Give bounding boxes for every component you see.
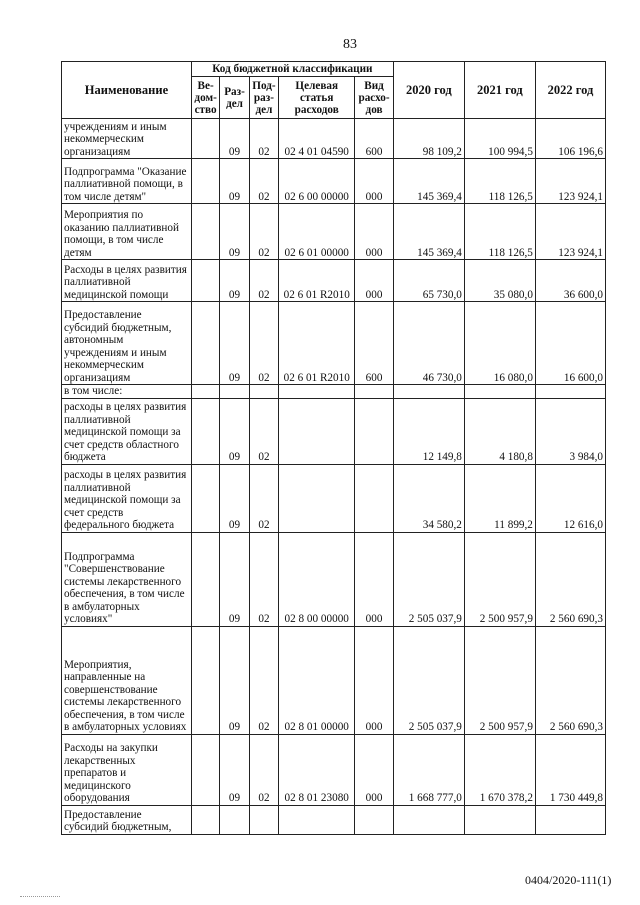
row-amount-2022 <box>535 385 605 399</box>
row-ved <box>191 464 219 532</box>
row-expense-type: 600 <box>355 302 394 385</box>
row-name: расходы в целях развития паллиативной медицинской помощи за счет средств федерального бюджета <box>62 464 192 532</box>
table-row <box>62 385 606 399</box>
row-amount-2021: 16 080,0 <box>464 302 535 385</box>
row-expense-type: 000 <box>355 734 394 805</box>
row-expense-type: 000 <box>355 532 394 626</box>
row-amount-2020: 34 580,2 <box>393 464 464 532</box>
row-name: Предоставление субсидий бюджетным, <box>62 805 192 834</box>
row-ved <box>191 385 219 399</box>
row-target-article: 02 8 00 00000 <box>279 532 355 626</box>
row-target-article <box>279 805 355 834</box>
row-name: учреждениям и иным некоммерческим организациям <box>62 119 192 159</box>
row-name: в том числе: <box>62 385 192 399</box>
table-row <box>62 532 606 626</box>
header-2020: 2020 год <box>393 62 464 119</box>
row-amount-2022: 123 924,1 <box>535 159 605 204</box>
row-amount-2021 <box>464 385 535 399</box>
row-ved <box>191 302 219 385</box>
row-amount-2022: 3 984,0 <box>535 398 605 464</box>
row-podrazdel: 02 <box>249 119 278 159</box>
table-row <box>62 398 606 464</box>
header-razdel: Раз- дел <box>220 77 249 119</box>
row-amount-2020: 2 505 037,9 <box>393 532 464 626</box>
row-expense-type <box>355 805 394 834</box>
row-razdel: 09 <box>220 204 249 260</box>
document-code: 0404/2020-111(1) <box>525 873 612 887</box>
row-amount-2020: 65 730,0 <box>393 260 464 302</box>
table-row <box>62 260 606 302</box>
margin-mark <box>20 896 60 898</box>
row-razdel: 09 <box>220 159 249 204</box>
row-amount-2021: 118 126,5 <box>464 159 535 204</box>
row-target-article: 02 4 01 04590 <box>279 119 355 159</box>
row-razdel: 09 <box>220 302 249 385</box>
row-amount-2020: 1 668 777,0 <box>393 734 464 805</box>
row-name: Расходы на закупки лекарственных препаратов и медицинского оборудования <box>62 734 192 805</box>
table-row <box>62 159 606 204</box>
row-amount-2021: 4 180,8 <box>464 398 535 464</box>
row-ved <box>191 532 219 626</box>
row-target-article: 02 8 01 23080 <box>279 734 355 805</box>
row-podrazdel: 02 <box>249 532 278 626</box>
row-target-article <box>279 385 355 399</box>
row-podrazdel: 02 <box>249 260 278 302</box>
table-row <box>62 805 606 834</box>
row-amount-2022: 2 560 690,3 <box>535 626 605 734</box>
row-name: Мероприятия, направленные на совершенствование системы лекарственного обеспечения, в том числе в амбулаторных условиях <box>62 626 192 734</box>
row-target-article: 02 6 01 R2010 <box>279 302 355 385</box>
row-expense-type: 000 <box>355 626 394 734</box>
row-amount-2020: 46 730,0 <box>393 302 464 385</box>
row-expense-type <box>355 464 394 532</box>
row-name: Подпрограмма "Оказание паллиативной помощи, в том числе детям" <box>62 159 192 204</box>
row-amount-2020: 2 505 037,9 <box>393 626 464 734</box>
row-podrazdel <box>249 805 278 834</box>
row-amount-2021: 11 899,2 <box>464 464 535 532</box>
row-razdel <box>220 385 249 399</box>
row-razdel: 09 <box>220 626 249 734</box>
table-row <box>62 119 606 159</box>
row-name: Предоставление субсидий бюджетным, автономным учреждениям и иным некоммерческим организациям <box>62 302 192 385</box>
row-target-article <box>279 398 355 464</box>
row-razdel: 09 <box>220 398 249 464</box>
row-expense-type <box>355 398 394 464</box>
row-amount-2021: 1 670 378,2 <box>464 734 535 805</box>
row-expense-type: 000 <box>355 260 394 302</box>
row-target-article: 02 6 01 R2010 <box>279 260 355 302</box>
row-ved <box>191 260 219 302</box>
row-amount-2021 <box>464 805 535 834</box>
row-ved <box>191 119 219 159</box>
row-podrazdel: 02 <box>249 204 278 260</box>
header-target-article: Целевая статья расходов <box>279 77 355 119</box>
row-amount-2021: 100 994,5 <box>464 119 535 159</box>
row-amount-2020 <box>393 805 464 834</box>
header-expense-type: Вид расхо- дов <box>355 77 394 119</box>
row-razdel: 09 <box>220 119 249 159</box>
row-amount-2021: 2 500 957,9 <box>464 626 535 734</box>
row-ved <box>191 734 219 805</box>
row-expense-type: 000 <box>355 204 394 260</box>
row-ved <box>191 805 219 834</box>
row-amount-2021: 118 126,5 <box>464 204 535 260</box>
row-ved <box>191 398 219 464</box>
row-amount-2021: 2 500 957,9 <box>464 532 535 626</box>
row-name: Мероприятия по оказанию паллиативной помощи, в том числе детям <box>62 204 192 260</box>
header-2021: 2021 год <box>464 62 535 119</box>
row-amount-2020: 98 109,2 <box>393 119 464 159</box>
row-ved <box>191 204 219 260</box>
table-row <box>62 302 606 385</box>
row-amount-2022: 123 924,1 <box>535 204 605 260</box>
row-podrazdel: 02 <box>249 464 278 532</box>
row-podrazdel: 02 <box>249 159 278 204</box>
row-target-article: 02 6 00 00000 <box>279 159 355 204</box>
row-razdel: 09 <box>220 734 249 805</box>
row-podrazdel: 02 <box>249 626 278 734</box>
table-row <box>62 734 606 805</box>
page-number: 83 <box>343 37 357 52</box>
row-amount-2022: 16 600,0 <box>535 302 605 385</box>
row-podrazdel <box>249 385 278 399</box>
row-expense-type: 000 <box>355 159 394 204</box>
row-amount-2020: 12 149,8 <box>393 398 464 464</box>
row-name: Расходы в целях развития паллиативной медицинской помощи <box>62 260 192 302</box>
row-amount-2020 <box>393 385 464 399</box>
row-target-article: 02 6 01 00000 <box>279 204 355 260</box>
row-podrazdel: 02 <box>249 398 278 464</box>
row-amount-2021: 35 080,0 <box>464 260 535 302</box>
row-amount-2022: 12 616,0 <box>535 464 605 532</box>
budget-table <box>61 61 606 835</box>
row-amount-2022: 2 560 690,3 <box>535 532 605 626</box>
row-expense-type <box>355 385 394 399</box>
header-name: Наименование <box>62 62 192 119</box>
row-target-article <box>279 464 355 532</box>
table-row <box>62 204 606 260</box>
header-budget-code: Код бюджетной классификации <box>191 62 393 77</box>
row-amount-2020: 145 369,4 <box>393 204 464 260</box>
row-razdel: 09 <box>220 260 249 302</box>
row-razdel: 09 <box>220 532 249 626</box>
header-podrazdel: Под- раз- дел <box>249 77 278 119</box>
table-row <box>62 626 606 734</box>
row-amount-2022: 36 600,0 <box>535 260 605 302</box>
table-row <box>62 464 606 532</box>
row-razdel: 09 <box>220 464 249 532</box>
row-podrazdel: 02 <box>249 302 278 385</box>
row-ved <box>191 159 219 204</box>
row-podrazdel: 02 <box>249 734 278 805</box>
row-name: Подпрограмма "Совершенствование системы лекарственного обеспечения, в том числе в амбулаторных условиях" <box>62 532 192 626</box>
row-name: расходы в целях развития паллиативной медицинской помощи за счет средств областного бюджета <box>62 398 192 464</box>
row-razdel <box>220 805 249 834</box>
row-amount-2022: 106 196,6 <box>535 119 605 159</box>
row-amount-2022 <box>535 805 605 834</box>
row-target-article: 02 8 01 00000 <box>279 626 355 734</box>
row-ved <box>191 626 219 734</box>
row-amount-2022: 1 730 449,8 <box>535 734 605 805</box>
header-2022: 2022 год <box>535 62 605 119</box>
header-ved: Ве- дом- ство <box>191 77 219 119</box>
row-amount-2020: 145 369,4 <box>393 159 464 204</box>
row-expense-type: 600 <box>355 119 394 159</box>
